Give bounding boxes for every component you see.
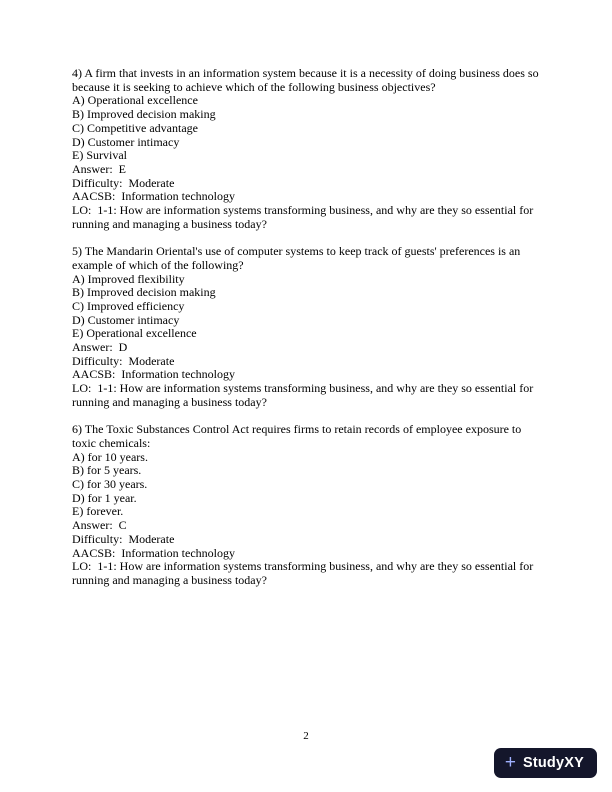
- question-option: B) Improved decision making: [72, 107, 216, 122]
- question-option: A) Operational excellence: [72, 93, 198, 108]
- question-block-4: [72, 67, 548, 231]
- answer-line: Answer: C: [72, 518, 127, 533]
- learning-objective-line: LO: 1-1: How are information systems transforming business, and why are they so essential for running and managing a business today?: [72, 203, 537, 231]
- aacsb-line: AACSB: Information technology: [72, 367, 235, 382]
- question-option: E) forever.: [72, 504, 124, 519]
- plus-icon: +: [504, 751, 516, 773]
- question-block-5: [72, 245, 548, 409]
- learning-objective-line: LO: 1-1: How are information systems transforming business, and why are they so essential for running and managing a business today?: [72, 381, 537, 409]
- question-option: E) Operational excellence: [72, 326, 197, 341]
- aacsb-line: AACSB: Information technology: [72, 189, 235, 204]
- question-option: B) Improved decision making: [72, 285, 216, 300]
- answer-line: Answer: D: [72, 340, 128, 355]
- question-option: B) for 5 years.: [72, 463, 142, 478]
- question-option: A) Improved flexibility: [72, 271, 185, 286]
- aacsb-line: AACSB: Information technology: [72, 545, 235, 560]
- question-option: E) Survival: [72, 148, 127, 163]
- difficulty-line: Difficulty: Moderate: [72, 531, 175, 546]
- logo-text: StudyXY: [522, 755, 584, 771]
- studyxy-logo: [494, 748, 597, 778]
- difficulty-line: Difficulty: Moderate: [72, 175, 175, 190]
- difficulty-line: Difficulty: Moderate: [72, 353, 175, 368]
- question-option: C) for 30 years.: [72, 477, 148, 492]
- question-block-6: [72, 423, 548, 587]
- question-option: C) Competitive advantage: [72, 120, 198, 135]
- question-option: A) for 10 years.: [72, 449, 148, 464]
- document-body: [72, 67, 548, 588]
- question-option: D) Customer intimacy: [72, 312, 180, 327]
- question-stem: 6) The Toxic Substances Control Act requires firms to retain records of employee exposure to toxic chemicals:: [72, 422, 525, 450]
- question-stem: 4) A firm that invests in an information system because it is a necessity of doing business does so because it is seeking to achieve which of the following business objectives?: [72, 66, 542, 94]
- page-number: 2: [303, 730, 309, 742]
- question-option: D) for 1 year.: [72, 490, 137, 505]
- learning-objective-line: LO: 1-1: How are information systems transforming business, and why are they so essential for running and managing a business today?: [72, 559, 537, 587]
- answer-line: Answer: E: [72, 161, 126, 176]
- question-option: D) Customer intimacy: [72, 134, 180, 149]
- question-option: C) Improved efficiency: [72, 298, 185, 313]
- question-stem: 5) The Mandarin Oriental's use of computer systems to keep track of guests' preferences is an example of which of the following?: [72, 244, 524, 272]
